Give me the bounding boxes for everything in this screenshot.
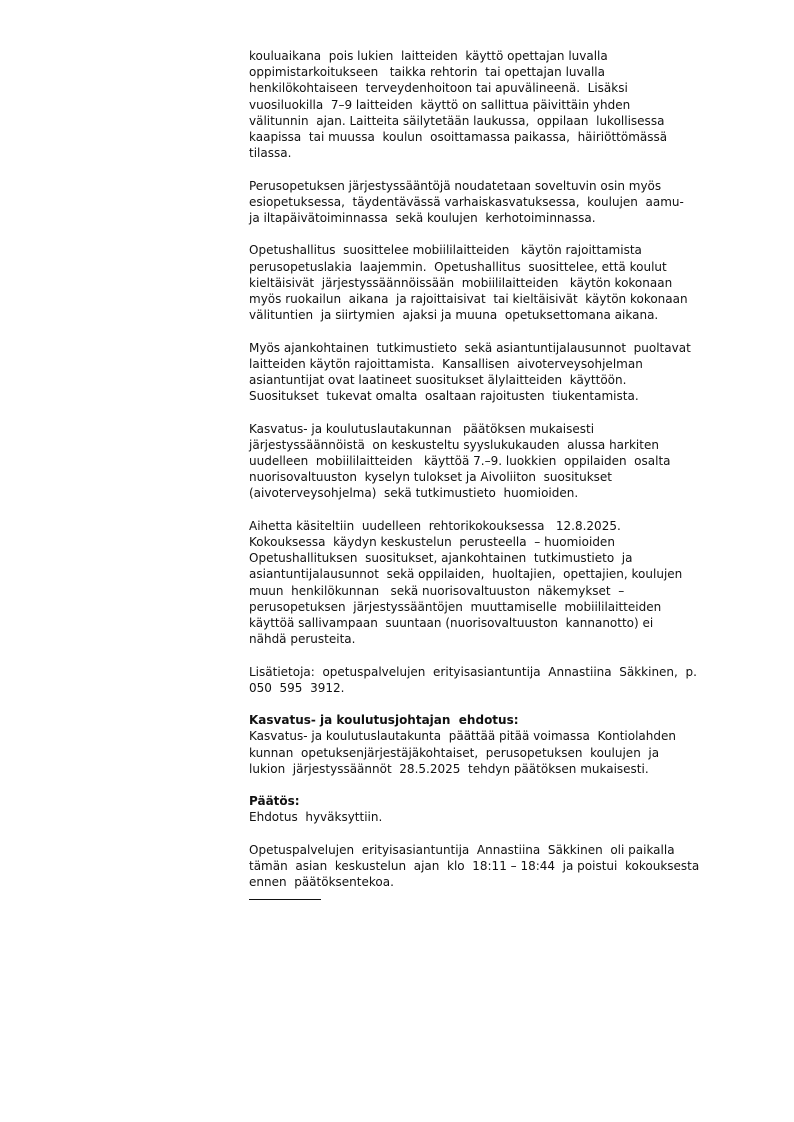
text-line: nähdä perusteita.	[249, 632, 356, 647]
paragraph-scope	[249, 178, 739, 227]
paragraph-device-rules	[249, 48, 739, 161]
text-line: välitunnin ajan. Laitteita säilytetään laukussa, oppilaan lukollisessa	[249, 113, 665, 128]
text-line: muun henkilökunnan sekä nuorisovaltuuston näkemykset –	[249, 583, 625, 598]
text-line: (aivoterveysohjelma) sekä tutkimustieto huomioiden.	[249, 486, 579, 501]
text-line: Lisätietoja: opetuspalvelujen erityisasiantuntija Annastiina Säkkinen, p.	[249, 664, 697, 679]
text-line: Suositukset tukevat omalta osaltaan rajoitusten tiukentamista.	[249, 389, 639, 404]
proposal-section	[249, 712, 739, 777]
paragraph-research	[249, 340, 739, 405]
text-line: Kokouksessa käydyn keskustelun perusteella – huomioiden	[249, 535, 615, 550]
text-line: Aihetta käsiteltiin uudelleen rehtorikokouksessa 12.8.2025.	[249, 518, 621, 533]
text-line: tämän asian keskustelun ajan klo 18:11 – 18:44 ja poistui kokouksesta	[249, 859, 700, 874]
proposal-heading: Kasvatus- ja koulutusjohtajan ehdotus:	[249, 713, 519, 728]
paragraph-contact-info	[249, 664, 739, 696]
text-line: asiantuntijat ovat laatineet suositukset älylaitteiden käyttöön.	[249, 373, 627, 388]
text-line: henkilökohtaiseen terveydenhoitoon tai apuvälineenä. Lisäksi	[249, 81, 628, 96]
text-line: Opetushallitus suosittelee mobiililaitteiden käytön rajoittamista	[249, 243, 642, 258]
text-line: välituntien ja siirtymien ajaksi ja muuna opetuksettomana aikana.	[249, 308, 659, 323]
text-line: uudelleen mobiililaitteiden käyttöä 7.–9. luokkien oppilaiden osalta	[249, 454, 671, 469]
text-line: Kasvatus- ja koulutuslautakunta päättää pitää voimassa Kontiolahden	[249, 729, 676, 744]
text-line: kieltäisivät järjestyssäännöissään mobiililaitteiden käytön kokonaan	[249, 275, 673, 290]
text-line: ennen päätöksentekoa.	[249, 875, 394, 890]
document-page	[249, 48, 739, 900]
text-line: laitteiden käytön rajoittamista. Kansallisen aivoterveysohjelman	[249, 356, 643, 371]
paragraph-board-decision	[249, 421, 739, 502]
text-line: esiopetuksessa, täydentävässä varhaiskasvatuksessa, koulujen aamu-	[249, 194, 684, 209]
text-line: nuorisovaltuuston kyselyn tulokset ja Aivoliiton suositukset	[249, 470, 613, 485]
text-line: Ehdotus hyväksyttiin.	[249, 810, 383, 825]
paragraph-national-recommendation	[249, 242, 739, 323]
text-line: Opetushallituksen suositukset, ajankohtainen tutkimustieto ja	[249, 551, 633, 566]
decision-section	[249, 793, 739, 825]
text-line: järjestyssäännöistä on keskusteltu syyslukukauden alussa harkiten	[249, 437, 659, 452]
decision-heading: Päätös:	[249, 794, 300, 809]
closing-paragraph	[249, 842, 739, 891]
text-line: perusopetuslakia laajemmin. Opetushallitus suosittelee, että koulut	[249, 259, 667, 274]
text-line: tilassa.	[249, 146, 292, 161]
text-line: lukion järjestyssäännöt 28.5.2025 tehdyn päätöksen mukaisesti.	[249, 761, 649, 776]
text-line: vuosiluokilla 7–9 laitteiden käyttö on sallittua päivittäin yhden	[249, 97, 631, 112]
text-line: perusopetuksen järjestyssääntöjen muuttamiselle mobiililaitteiden	[249, 599, 662, 614]
text-line: 050 595 3912.	[249, 680, 345, 695]
section-divider	[249, 899, 321, 900]
text-line: myös ruokailun aikana ja rajoittaisivat tai kieltäisivät käytön kokonaan	[249, 292, 688, 307]
text-line: ja iltapäivätoiminnassa sekä koulujen kerhotoiminnassa.	[249, 211, 596, 226]
text-line: kaapissa tai muussa koulun osoittamassa paikassa, häiriöttömässä	[249, 130, 668, 145]
text-line: asiantuntijalausunnot sekä oppilaiden, huoltajien, opettajien, koulujen	[249, 567, 683, 582]
text-line: käyttöä sallivampaan suuntaan (nuorisovaltuuston kannanotto) ei	[249, 616, 654, 631]
paragraph-principal-meeting	[249, 518, 739, 648]
text-line: kunnan opetuksenjärjestäjäkohtaiset, perusopetuksen koulujen ja	[249, 745, 660, 760]
text-line: Perusopetuksen järjestyssääntöjä noudatetaan soveltuvin osin myös	[249, 178, 662, 193]
text-line: Myös ajankohtainen tutkimustieto sekä asiantuntijalausunnot puoltavat	[249, 340, 691, 355]
text-line: kouluaikana pois lukien laitteiden käyttö opettajan luvalla	[249, 49, 608, 63]
text-line: Opetuspalvelujen erityisasiantuntija Annastiina Säkkinen oli paikalla	[249, 842, 675, 857]
text-line: oppimistarkoitukseen taikka rehtorin tai opettajan luvalla	[249, 65, 605, 80]
text-line: Kasvatus- ja koulutuslautakunnan päätöksen mukaisesti	[249, 421, 595, 436]
